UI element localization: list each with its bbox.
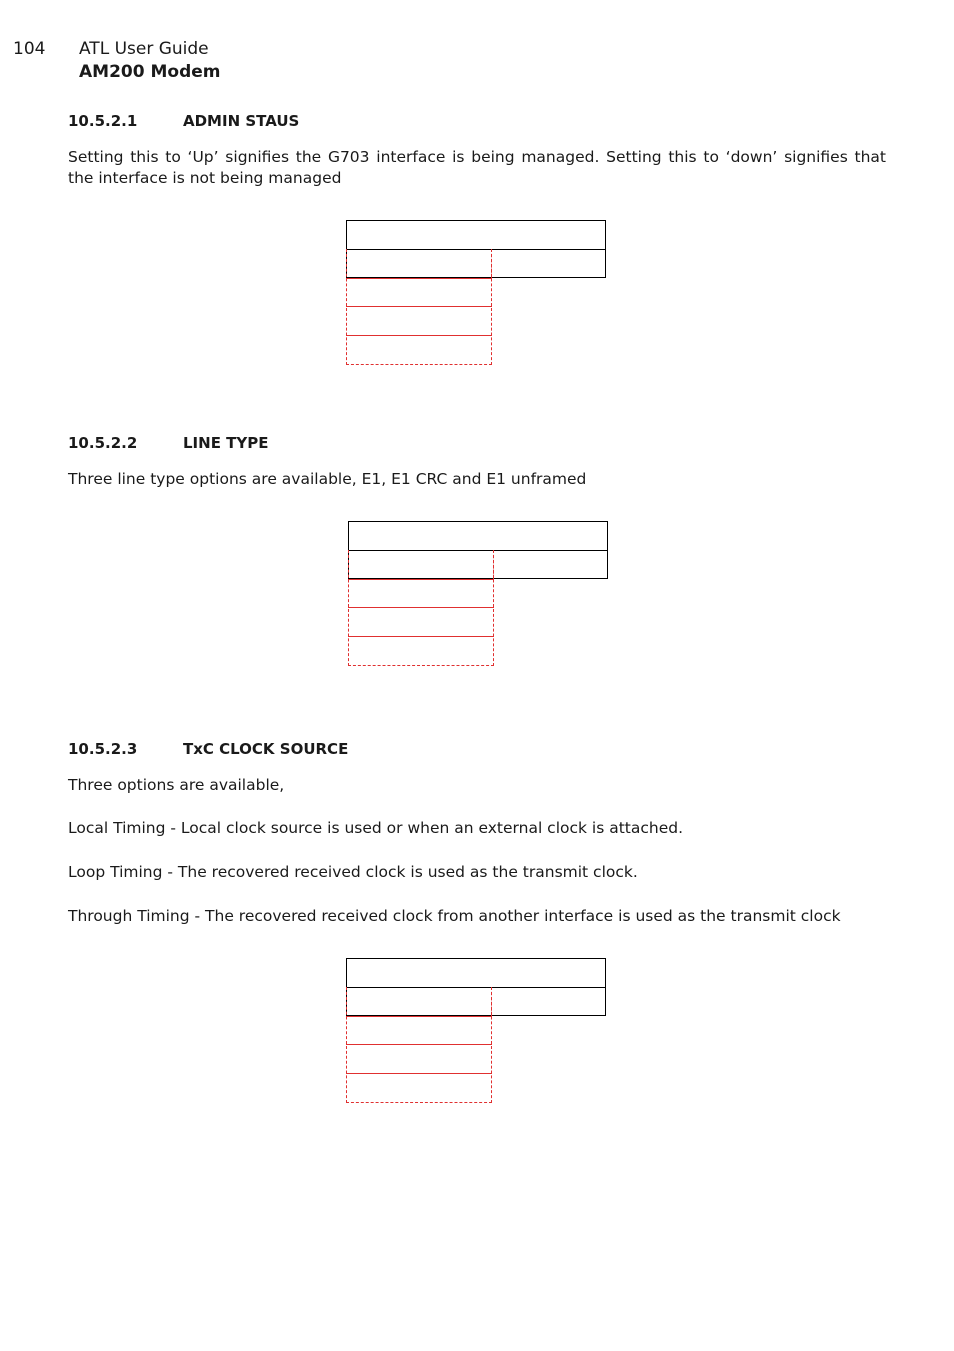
menu-diagram-admin-status — [346, 220, 606, 365]
dropdown-line — [346, 278, 492, 279]
dropdown-line — [346, 1044, 492, 1045]
dropdown-outline — [346, 249, 492, 365]
section-paragraph: Setting this to ‘Up’ signifies the G703 interface is being managed. Setting this to ‘down’ signifies that the interface is not being managed — [68, 148, 886, 187]
dropdown-line — [348, 636, 494, 637]
section-title: ADMIN STAUS — [183, 112, 300, 130]
dropdown-outline — [348, 550, 494, 666]
dropdown-line — [346, 1016, 492, 1017]
section-number: 10.5.2.3 — [68, 740, 138, 758]
menu-diagram-line-type — [348, 521, 608, 666]
dropdown-line — [346, 306, 492, 307]
guide-title: ATL User Guide — [79, 39, 209, 59]
dropdown-line — [348, 579, 494, 580]
menu-diagram-clock-source — [346, 958, 606, 1103]
dropdown-outline — [346, 987, 492, 1103]
section-title: TxC CLOCK SOURCE — [183, 740, 349, 758]
dropdown-line — [346, 335, 492, 336]
section-number: 10.5.2.1 — [68, 112, 138, 130]
section-number: 10.5.2.2 — [68, 434, 138, 452]
section-paragraph: Through Timing - The recovered received clock from another interface is used as the transmit clock — [68, 907, 841, 925]
section-title: LINE TYPE — [183, 434, 269, 452]
dropdown-line — [346, 1073, 492, 1074]
section-paragraph: Loop Timing - The recovered received clock is used as the transmit clock. — [68, 863, 638, 881]
section-paragraph: Three options are available, — [68, 776, 285, 794]
section-paragraph: Local Timing - Local clock source is used or when an external clock is attached. — [68, 819, 684, 837]
product-title: AM200 Modem — [79, 62, 221, 82]
section-paragraph: Three line type options are available, E1, E1 CRC and E1 unframed — [68, 470, 587, 488]
dropdown-line — [348, 607, 494, 608]
page-number: 104 — [13, 39, 46, 59]
